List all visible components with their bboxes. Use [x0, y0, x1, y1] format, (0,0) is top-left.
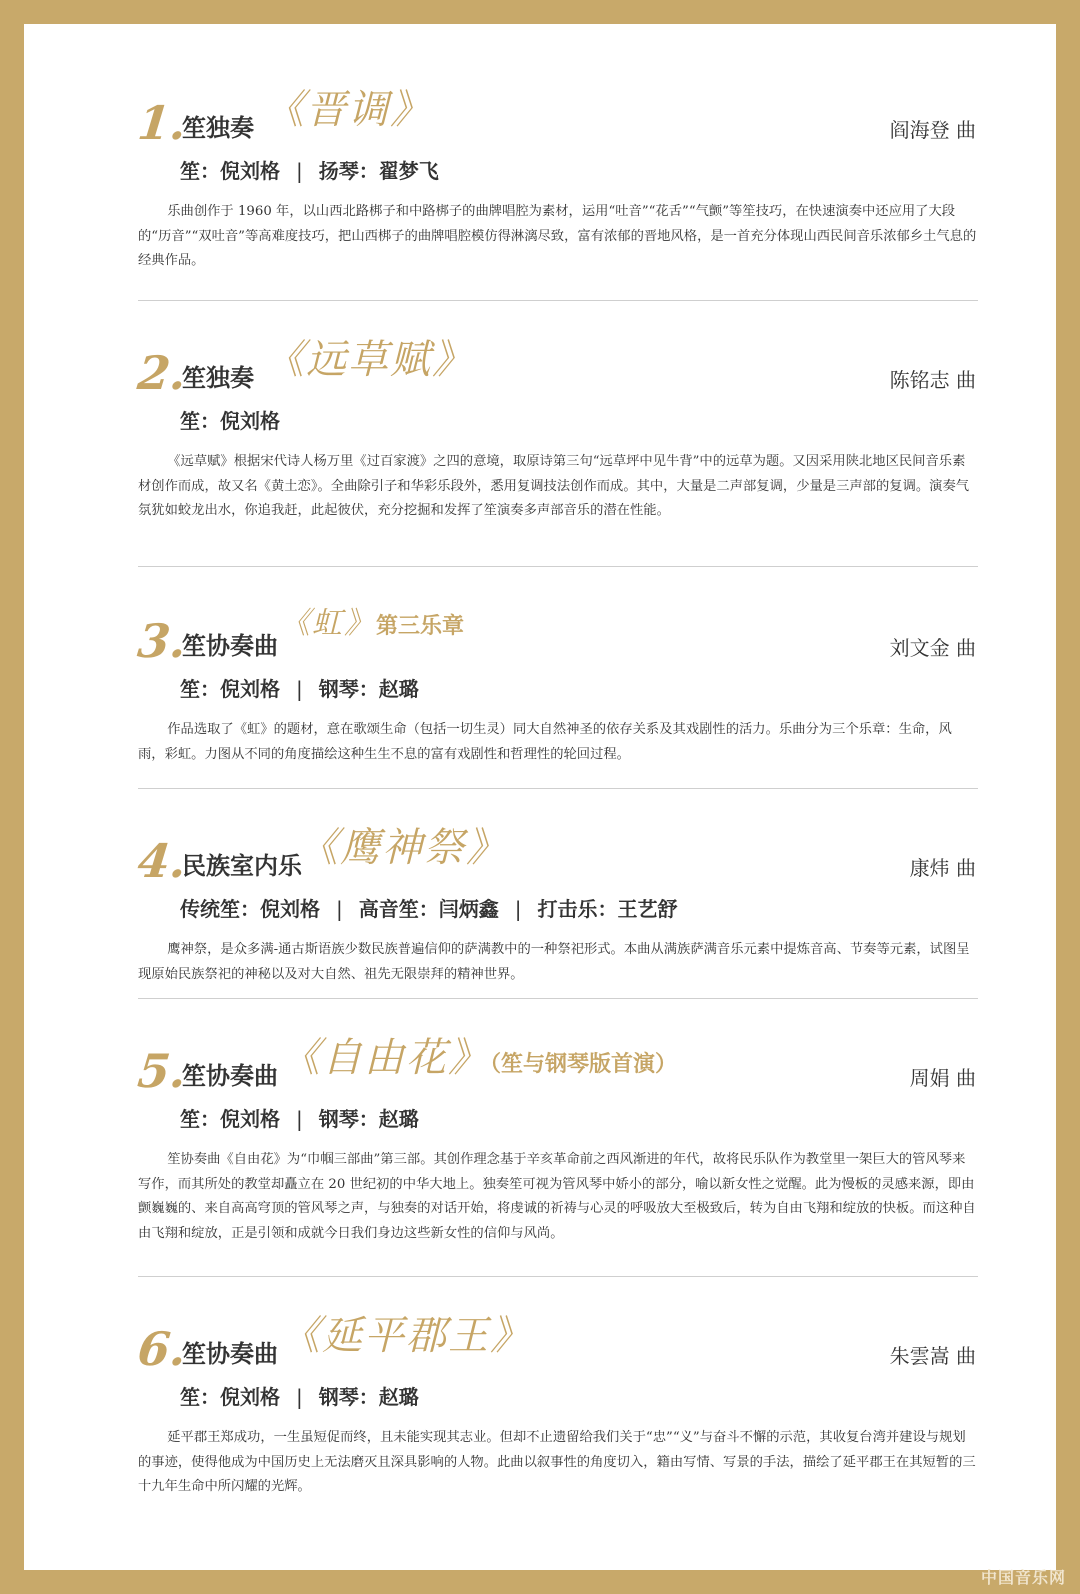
program-composer: 朱雲嵩 曲	[889, 1344, 976, 1368]
program-title-text: 《虹》	[280, 606, 376, 641]
watermark-logo: 中国音乐网	[980, 1568, 1066, 1587]
performer: 笙：倪刘格	[180, 1107, 280, 1131]
program-subtitle: 第三乐章	[376, 613, 465, 639]
program-subtitle: （笙与钢琴版首演）	[490, 1051, 678, 1077]
program-title	[298, 824, 508, 872]
program-title	[280, 596, 464, 650]
program-performers	[180, 1106, 419, 1132]
program-performers	[180, 408, 280, 434]
program-title	[280, 1034, 677, 1088]
program-title	[264, 86, 432, 134]
performer: 钢琴：赵璐	[318, 1107, 419, 1131]
program-title-text: 《延平郡王》	[280, 1313, 532, 1359]
divider	[138, 300, 978, 301]
divider	[138, 1276, 978, 1277]
separator: |	[296, 1107, 303, 1131]
program-performers	[180, 896, 678, 922]
performer: 笙：倪刘格	[180, 677, 280, 701]
program-genre: 笙协奏曲	[182, 1061, 278, 1090]
program-genre: 笙独奏	[182, 113, 254, 142]
program-description: 笙协奏曲《自由花》为“巾帼三部曲”第三部。其创作理念基于辛亥革命前之西风渐进的年代，故将民乐队作为教堂里一架巨大的管风琴来写作，而其所处的教堂却矗立在 20 世纪初的中华大地上。独奏笙可视为管风琴中娇小的部分，喻以新女性之觉醒。此为慢板的灵感来源，即由颤巍巍的、来自高高穹顶的管风琴之声，与独奏的对话开始，将虔诚的祈祷与心灵的呼吸放大至极致后，转为自由飞翔和绽放的快板。而这种自由飞翔和绽放，正是引领和成就今日我们身边这些新女性的信仰与风尚。	[138, 1152, 976, 1241]
program-description: 鹰神祭，是众多满-通古斯语族少数民族普遍信仰的萨满教中的一种祭祀形式。本曲从满族萨满音乐元素中提炼音高、节奏等元素，试图呈现原始民族祭祀的神秘以及对大自然、祖先无限崇拜的精神世界。	[138, 942, 970, 982]
program-performers	[180, 1384, 419, 1410]
program-title-text: 《晋调》	[264, 87, 432, 133]
performer: 钢琴：赵璐	[318, 677, 419, 701]
divider	[138, 566, 978, 567]
program-number: 3.	[135, 614, 189, 668]
program-performers	[180, 676, 419, 702]
separator: |	[296, 677, 303, 701]
program-genre: 笙协奏曲	[182, 1339, 278, 1368]
program-number: 6.	[135, 1322, 189, 1376]
program-title-text: 《鹰神祭》	[298, 825, 508, 871]
program-composer: 周娟 曲	[909, 1066, 976, 1090]
separator: |	[296, 159, 303, 183]
program-page	[24, 24, 1056, 1570]
program-description: 《远草赋》根据宋代诗人杨万里《过百家渡》之四的意境，取原诗第三句“远草坪中见牛背”中的远草为题。又因采用陕北地区民间音乐素材创作而成，故又名《黄土恋》。全曲除引子和华彩乐段外，悉用复调技法创作而成。其中，大量是二声部复调，少量是三声部的复调。演奏气氛犹如蛟龙出水，你追我赶，此起彼伏，充分挖掘和发挥了笙演奏多声部音乐的潜在性能。	[138, 454, 970, 518]
program-description: 乐曲创作于 1960 年，以山西北路梆子和中路梆子的曲牌唱腔为素材，运用“吐音”“花舌”“气颤”等笙技巧，在快速演奏中还应用了大段的“历音”“双吐音”等高难度技巧，把山西梆子的曲牌唱腔模仿得淋漓尽致，富有浓郁的晋地风格，是一首充分体现山西民间音乐浓郁乡土气息的经典作品。	[138, 204, 977, 268]
separator: |	[296, 1385, 303, 1409]
program-genre: 笙协奏曲	[182, 631, 278, 660]
program-genre: 民族室内乐	[182, 851, 302, 880]
performer: 钢琴：赵璐	[318, 1385, 419, 1409]
program-number: 2.	[135, 346, 189, 400]
performer: 笙：倪刘格	[180, 1385, 280, 1409]
performer: 打击乐：王艺舒	[537, 897, 678, 921]
program-composer: 康炜 曲	[909, 856, 976, 880]
performer: 扬琴：翟梦飞	[318, 159, 439, 183]
program-genre: 笙独奏	[182, 363, 254, 392]
performer: 笙：倪刘格	[180, 159, 280, 183]
program-performers	[180, 158, 439, 184]
program-title-text: 《自由花》	[280, 1035, 490, 1081]
program-title	[280, 1312, 532, 1360]
program-title	[264, 336, 474, 384]
program-composer: 刘文金 曲	[889, 636, 976, 660]
program-title-text: 《远草赋》	[264, 337, 474, 383]
performer: 笙：倪刘格	[180, 409, 280, 433]
performer: 传统笙：倪刘格	[180, 897, 320, 921]
divider	[138, 998, 978, 999]
performer: 高音笙：闫炳鑫	[358, 897, 499, 921]
program-composer: 陈铭志 曲	[889, 368, 976, 392]
program-number: 1.	[135, 96, 189, 150]
program-description: 延平郡王郑成功，一生虽短促而终，且未能实现其志业。但却不止遗留给我们关于“忠”“义”与奋斗不懈的示范，其收复台湾并建设与规划的事迹，使得他成为中国历史上无法磨灭且深具影响的人物。此曲以叙事性的角度切入，籍由写情、写景的手法，描绘了延平郡王在其短暂的三十九年生命中所闪耀的光辉。	[138, 1430, 976, 1494]
program-composer: 阎海登 曲	[889, 118, 976, 142]
divider	[138, 788, 978, 789]
program-number: 5.	[135, 1044, 189, 1098]
separator: |	[336, 897, 343, 921]
separator: |	[514, 897, 522, 921]
program-description: 作品选取了《虹》的题材，意在歌颂生命（包括一切生灵）同大自然神圣的依存关系及其戏剧性的活力。乐曲分为三个乐章：生命，风雨，彩虹。力图从不同的角度描绘这种生生不息的富有戏剧性和哲理性的轮回过程。	[138, 722, 952, 762]
program-number: 4.	[135, 834, 189, 888]
